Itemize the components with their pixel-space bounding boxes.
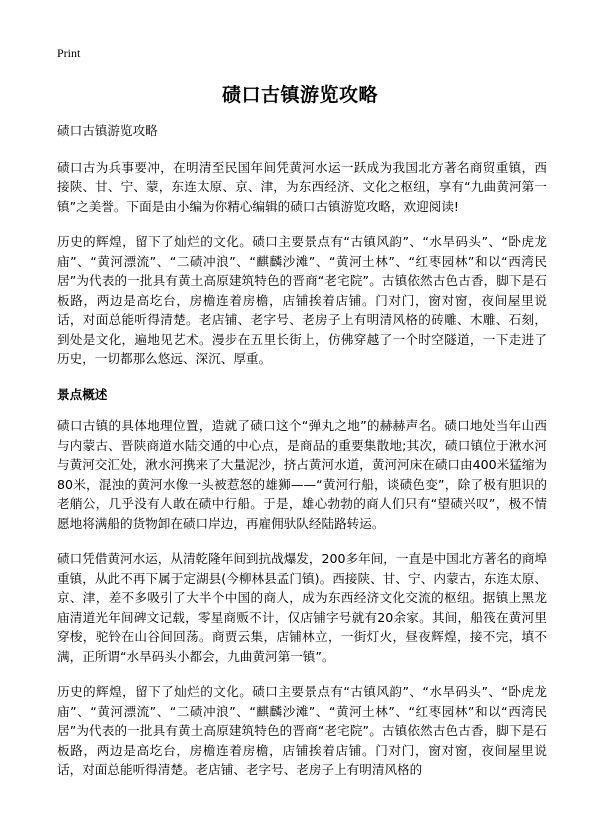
print-link[interactable]: Print (57, 46, 81, 60)
overview-paragraph: 碛口凭借黄河水运，从清乾隆年间到抗战爆发，200多年间，一直是中国北方著名的商埠重镇，从此不再下属于定湖县(今柳林县孟门镇)。西接陕、甘、宁、内蒙古，东连太原、京、津，差不多吸引了大半个中国的商人，成为东西经济文化交流的枢纽。据镇上黑龙庙清道光年间碑文记载，零星商贩不计，仅店铺字号就有20余家。其间，船筏在黄河里穿梭，驼铃在山谷间回荡。商贾云集，店铺林立，一街灯火，昼夜辉煌，接不完，填不满，正所谓“水旱码头小都会，九曲黄河第一镇”。 (57, 551, 548, 664)
section-heading: 景点概述 (57, 386, 108, 402)
article-subtitle: 碛口古镇游览攻略 (57, 123, 158, 138)
intro-paragraph: 碛口古为兵事要冲，在明清至民国年间凭黄河水运一跃成为我国北方著名商贸重镇，西接陕、甘、宁、蒙，东连太原、京、津，为东西经济、文化之枢纽，享有“九曲黄河第一镇”之美誉。下面是由小编为你精心编辑的碛口古镇游览攻略，欢迎阅读! (57, 159, 547, 214)
article-body (57, 121, 547, 796)
history-paragraph-repeat: 历史的辉煌，留下了灿烂的文化。碛口主要景点有“古镇风韵”、“水旱码头”、“卧虎龙庙”、“黄河漂流”、“二碛冲浪”、“麒麟沙滩”、“黄河土林”、“红枣园林”和以“西湾民居”为代表的一批具有黄土高原建筑特色的晋商“老宅院”。古镇依然古色古香，脚下是石板路，两边是高圪台，房檐连着房檐，店铺挨着店铺。门对门，窗对窗，夜间屋里说话，对面总能听得清楚。老店铺、老字号、老房子上有明清风格的 (57, 684, 547, 777)
history-paragraph: 历史的辉煌，留下了灿烂的文化。碛口主要景点有“古镇风韵”、“水旱码头”、“卧虎龙庙”、“黄河漂流”、“二碛冲浪”、“麒麟沙滩”、“黄河土林”、“红枣园林”和以“西湾民居”为代表的一批具有黄土高原建筑特色的晋商“老宅院”。古镇依然古色古香，脚下是石板路，两边是高圪台，房檐连着房檐，店铺挨着店铺。门对门，窗对窗，夜间屋里说话，对面总能听得清楚。老店铺、老字号、老房子上有明清风格的砖雕、木雕、石刻，到处是文化，遍地见艺术。漫步在五里长街上，仿佛穿越了一个时空隧道，一下走进了历史，一切都那么悠远、深沉、厚重。 (57, 234, 547, 366)
page-title: 碛口古镇游览攻略 (221, 84, 378, 106)
overview-paragraph: 碛口古镇的具体地理位置，造就了碛口这个“弹丸之地”的赫赫声名。碛口地处当年山西与内蒙古、晋陕商道水陆交通的中心点，是商品的重要集散地;其次，碛口镇位于湫水河与黄河交汇处，湫水河携来了大量泥沙，挤占黄河水道，黄河河床在碛口由400米猛缩为80米，混浊的黄河水像一头被惹怒的雄狮——“黄河行船，谈碛色变”，除了极有胆识的老艄公，几乎没有人敢在碛中行船。于是，雄心勃勃的商人们只有“望碛兴叹”，极不情愿地将满船的货物卸在碛口岸边，再雇佣驮队经陆路转运。 (57, 418, 548, 531)
